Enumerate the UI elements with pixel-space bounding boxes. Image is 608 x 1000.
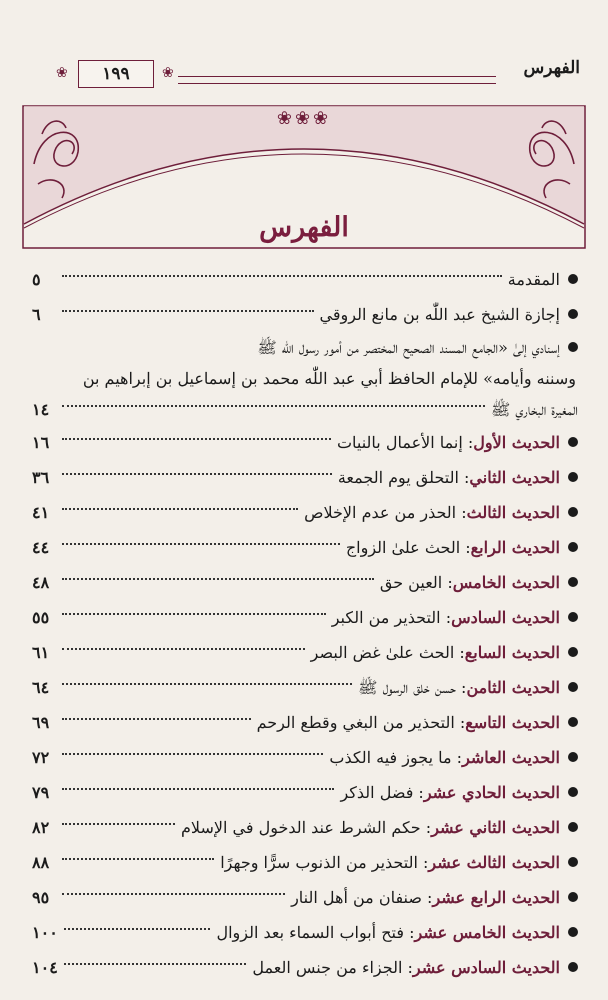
entry-title: الحث علىٰ الزواج xyxy=(345,538,461,557)
entry-label xyxy=(181,810,560,845)
entry-title-line: وسننه وأيامه» للإمام الحافظ أبي عبد اللّٰه محمد بن إسماعيل بن إبراهيم بن xyxy=(82,369,576,388)
entry-label xyxy=(332,600,560,635)
entry-page: ٥ xyxy=(32,270,41,289)
entry-page: ٧٩ xyxy=(32,783,50,802)
hadith-number: الحديث الحادي عشر xyxy=(423,783,560,802)
entry-label xyxy=(291,880,560,915)
entry-title: إنما الأعمال بالنيات xyxy=(336,433,463,452)
entry-page: ٩٥ xyxy=(32,888,50,907)
entry-page: ٨٨ xyxy=(32,853,50,872)
hadith-number: الحديث الرابع xyxy=(470,538,560,557)
hadith-number: الحديث الثامن xyxy=(466,678,560,697)
entry-title: التحلق يوم الجمعة xyxy=(337,468,459,487)
separator: : xyxy=(455,678,467,697)
leader-dots xyxy=(62,508,298,510)
page-number: ١٩٩ xyxy=(102,64,130,84)
toc-entry-continued xyxy=(32,394,578,425)
toc-entry xyxy=(32,332,578,363)
entry-title: العين حق xyxy=(379,573,443,592)
leader-dots xyxy=(62,683,352,685)
separator: : xyxy=(413,783,424,802)
toc-entry xyxy=(32,262,578,297)
separator: : xyxy=(458,468,470,487)
entry-title-line: المغيرة البخاري ﷺ xyxy=(490,400,578,419)
entry-title: الحذر من عدم الإخلاص xyxy=(304,503,457,522)
toc-entry xyxy=(32,670,578,705)
leader-dots xyxy=(62,753,323,755)
entry-title: صنفان من أهل النار xyxy=(291,888,422,907)
entry-page: ٥٥ xyxy=(32,608,50,627)
toc-entry xyxy=(32,297,578,332)
leader-dots xyxy=(64,963,247,965)
separator: : xyxy=(451,748,463,767)
center-ornament-icon: ❀❀❀ xyxy=(276,108,332,129)
entry-title: التحذير من الكبر xyxy=(331,608,441,627)
entry-page: ١٠٠ xyxy=(32,923,58,942)
entry-page: ٦٤ xyxy=(32,678,50,697)
entry-title: التحذير من البغي وقطع الرحم xyxy=(256,713,455,732)
toc-entry xyxy=(32,845,578,880)
hadith-number: الحديث الخامس عشر xyxy=(414,923,560,942)
toc-entry xyxy=(32,495,578,530)
leader-dots xyxy=(62,310,314,312)
entry-label xyxy=(337,425,560,460)
bullet-icon xyxy=(568,682,578,692)
leader-dots xyxy=(62,648,305,650)
entry-label xyxy=(346,530,560,565)
bullet-icon xyxy=(568,507,578,517)
bullet-icon xyxy=(568,274,578,284)
separator: : xyxy=(417,853,429,872)
bullet-icon xyxy=(568,342,578,352)
header-rule xyxy=(178,76,496,84)
hadith-number: الحديث الثالث عشر xyxy=(428,853,560,872)
hadith-number: الحديث الثاني عشر xyxy=(431,818,560,837)
entry-label xyxy=(358,670,560,705)
entry-label xyxy=(252,950,560,985)
separator: : xyxy=(456,503,467,522)
separator: : xyxy=(404,923,415,942)
hadith-number: الحديث العاشر xyxy=(462,748,560,767)
separator: : xyxy=(442,573,453,592)
bullet-icon xyxy=(568,787,578,797)
separator: : xyxy=(440,608,452,627)
bullet-icon xyxy=(568,612,578,622)
entry-label xyxy=(216,915,560,950)
toc-entry xyxy=(32,915,578,950)
flourish-icon: ❀ xyxy=(162,65,174,81)
bullet-icon xyxy=(568,927,578,937)
entry-title: فضل الذكر xyxy=(340,783,414,802)
entry-label xyxy=(338,460,560,495)
separator: : xyxy=(462,433,474,452)
hadith-number: الحديث التاسع xyxy=(465,713,560,732)
entry-label xyxy=(340,775,560,810)
leader-dots xyxy=(62,613,326,615)
leader-dots xyxy=(62,858,214,860)
toc-entry xyxy=(32,810,578,845)
bullet-icon xyxy=(568,577,578,587)
toc-entry xyxy=(32,775,578,810)
leader-dots xyxy=(62,405,485,407)
separator: : xyxy=(454,713,466,732)
running-title: الفهرس xyxy=(523,58,580,78)
toc-entry xyxy=(32,460,578,495)
bullet-icon xyxy=(568,752,578,762)
hadith-number: الحديث السابع xyxy=(464,643,560,662)
leader-dots xyxy=(62,578,374,580)
separator: : xyxy=(420,818,432,837)
toc-entry xyxy=(32,425,578,460)
toc-entry xyxy=(32,530,578,565)
bullet-icon xyxy=(568,892,578,902)
hadith-number: الحديث الأول xyxy=(473,433,560,452)
entry-title: إجازة الشيخ عبد اللّٰه بن مانع الروقي xyxy=(319,305,560,324)
entry-page: ١٤ xyxy=(32,400,50,419)
entry-label xyxy=(329,740,560,775)
bullet-icon xyxy=(568,822,578,832)
hadith-number: الحديث السادس عشر xyxy=(412,958,560,977)
bullet-icon xyxy=(568,472,578,482)
toc-entry xyxy=(32,880,578,915)
bullet-icon xyxy=(568,857,578,867)
hadith-number: الحديث الثالث xyxy=(466,503,560,522)
bullet-icon xyxy=(568,437,578,447)
leader-dots xyxy=(62,438,331,440)
entry-label xyxy=(304,495,560,530)
running-header xyxy=(28,58,580,92)
toc-entry xyxy=(32,600,578,635)
entry-page: ٨٢ xyxy=(32,818,50,837)
entry-page: ١٦ xyxy=(32,433,50,452)
entry-title: فتح أبواب السماء بعد الزوال xyxy=(216,923,405,942)
toc-entry xyxy=(32,705,578,740)
leader-dots xyxy=(62,823,175,825)
leader-dots xyxy=(62,275,502,277)
hadith-number: الحديث الرابع عشر xyxy=(432,888,560,907)
page-title: الفهرس xyxy=(259,212,349,243)
entry-title: الحث علىٰ غض البصر xyxy=(310,643,455,662)
hadith-number: الحديث الثاني xyxy=(469,468,560,487)
bullet-icon xyxy=(568,309,578,319)
entry-page: ٤٨ xyxy=(32,573,50,592)
toc-entry xyxy=(32,950,578,985)
leader-dots xyxy=(62,718,251,720)
leader-dots xyxy=(62,543,340,545)
entry-title: التحذير من الذنوب سرًّا وجهرًا xyxy=(220,853,418,872)
toc-entry xyxy=(32,565,578,600)
entry-page: ١٠٤ xyxy=(32,958,58,977)
entry-page: ٦٩ xyxy=(32,713,50,732)
entry-title: حسن خلق الرسول ﷺ xyxy=(358,678,456,697)
leader-dots xyxy=(64,928,211,930)
hadith-number: الحديث السادس xyxy=(451,608,560,627)
separator: : xyxy=(454,643,465,662)
leader-dots xyxy=(62,788,334,790)
entry-title: الجزاء من جنس العمل xyxy=(252,958,403,977)
bullet-icon xyxy=(568,647,578,657)
entry-title: حكم الشرط عند الدخول في الإسلام xyxy=(180,818,421,837)
entry-page: ٧٢ xyxy=(32,748,50,767)
toc-entry xyxy=(32,740,578,775)
entry-title: ما يجوز فيه الكذب xyxy=(329,748,452,767)
leader-dots xyxy=(62,473,332,475)
entry-label xyxy=(220,845,560,880)
entry-page: ٤١ xyxy=(32,503,50,522)
toc-entry xyxy=(32,635,578,670)
separator: : xyxy=(402,958,413,977)
hadith-number: الحديث الخامس xyxy=(452,573,560,592)
entry-title: المقدمة xyxy=(507,270,560,289)
entry-label xyxy=(380,565,560,600)
leader-dots xyxy=(62,893,285,895)
separator: : xyxy=(460,538,471,557)
entry-page: ٦ xyxy=(32,305,41,324)
separator: : xyxy=(421,888,433,907)
bullet-icon xyxy=(568,962,578,972)
entry-page: ٦١ xyxy=(32,643,50,662)
bullet-icon xyxy=(568,717,578,727)
entry-page: ٣٦ xyxy=(32,468,50,487)
table-of-contents xyxy=(32,262,578,985)
entry-page: ٤٤ xyxy=(32,538,50,557)
entry-label xyxy=(311,635,560,670)
page-number-box xyxy=(78,60,154,88)
entry-label xyxy=(257,705,560,740)
bullet-icon xyxy=(568,542,578,552)
flourish-icon: ❀ xyxy=(56,65,68,81)
entry-title-line: إسنادي إلىٰ «الجامع المسند الصحيح المختصر من أمور رسول اللّٰه ﷺ xyxy=(257,338,560,357)
